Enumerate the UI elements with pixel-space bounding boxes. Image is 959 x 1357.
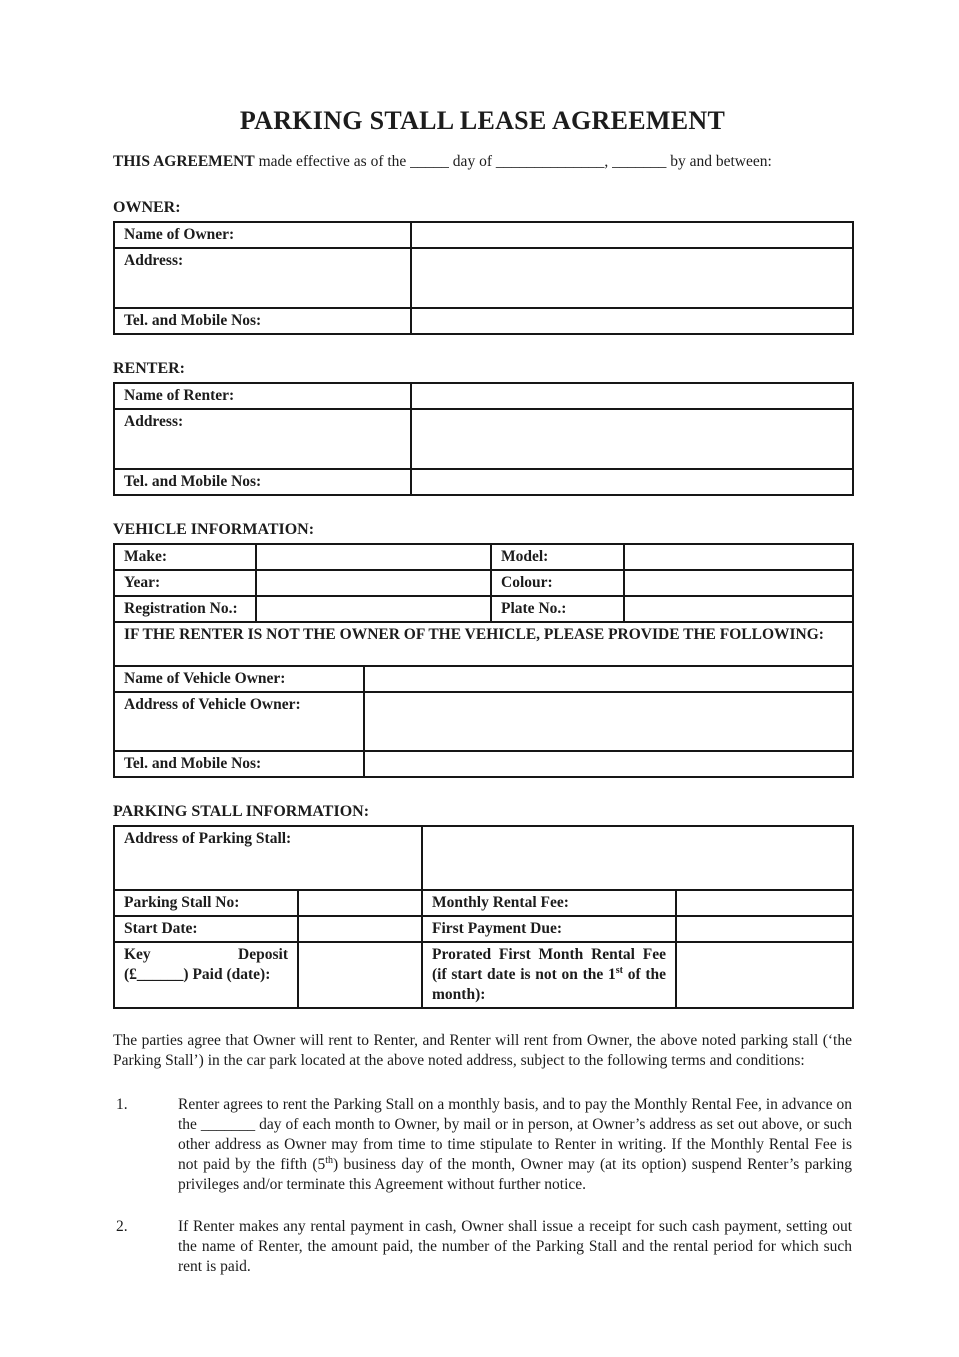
key-deposit-line2: (£______) Paid (date): (124, 966, 271, 983)
parking-monthly-fee-value-cell (676, 890, 853, 916)
vehicle-make-value-cell (256, 544, 491, 570)
renter-table (113, 382, 854, 496)
vehicle-owner-address-value-cell (364, 692, 853, 751)
vehicle-owner-name-value-cell (364, 666, 853, 692)
document-content (113, 0, 852, 1277)
owner-section-heading: OWNER: (113, 199, 181, 216)
parking-start-date-value-cell (298, 916, 422, 942)
key-deposit-word1: Key (124, 946, 151, 963)
prorated-text-pre: Prorated First Month Rental Fee (if start date is not on the 1 (432, 946, 666, 983)
vehicle-owner-address-label: Address of Vehicle Owner: (114, 692, 364, 751)
vehicle-registration-label: Registration No.: (114, 596, 256, 622)
renter-name-value-cell (411, 383, 853, 409)
clause-text (178, 1095, 852, 1195)
clause-text-post: ) business day of the month, Owner may (at its option) suspend Renter’s parking privileges and/or terminate this Agreement without further notice. (178, 1156, 852, 1193)
key-deposit-word2: Deposit (238, 946, 288, 963)
owner-address-value-cell (411, 248, 853, 308)
intro-line (113, 152, 852, 172)
key-deposit-line1 (124, 945, 288, 965)
table-row (114, 409, 853, 469)
clause-item-1 (113, 1095, 852, 1195)
table-row (114, 222, 853, 248)
intro-rest: made effective as of the _____ day of ______________, _______ by and between: (254, 153, 772, 170)
table-row (114, 622, 853, 666)
clause-text (178, 1217, 852, 1277)
table-row (114, 308, 853, 334)
vehicle-make-label: Make: (114, 544, 256, 570)
table-row (114, 890, 853, 916)
table-row (114, 383, 853, 409)
vehicle-owner-name-label: Name of Vehicle Owner: (114, 666, 364, 692)
clause-superscript: th (325, 1154, 334, 1166)
vehicle-owner-tel-label: Tel. and Mobile Nos: (114, 751, 364, 777)
vehicle-section-heading: VEHICLE INFORMATION: (113, 521, 315, 538)
renter-name-label: Name of Renter: (114, 383, 411, 409)
parking-key-deposit-value-cell (298, 942, 422, 1008)
vehicle-year-label: Year: (114, 570, 256, 596)
clause-number: 2. (116, 1218, 128, 1235)
parking-section-heading: PARKING STALL INFORMATION: (113, 803, 370, 820)
parking-start-date-label: Start Date: (114, 916, 298, 942)
clause-text-pre: Renter agrees to rent the Parking Stall on a monthly basis, and to pay the Monthly Rental Fee, in advance on the _______ day of each month to Owner, by mail or in person, at Owner’s address as set out above, or such other address as Owner may from time to time stipulate to Renter in writing. If the Monthly Rental Fee is not paid by the fifth (5 (178, 1096, 852, 1173)
vehicle-plate-value-cell (624, 596, 853, 622)
vehicle-registration-value-cell (256, 596, 491, 622)
parking-stall-no-label: Parking Stall No: (114, 890, 298, 916)
vehicle-plate-label: Plate No.: (491, 596, 624, 622)
clause-text-pre: If Renter makes any rental payment in cash, Owner shall issue a receipt for such cash payment, setting out the name of Renter, the amount paid, the number of the Parking Stall and the rental period for which such rent is paid. (178, 1218, 852, 1275)
renter-address-value-cell (411, 409, 853, 469)
table-row (114, 666, 853, 692)
parking-prorated-label (422, 942, 676, 1008)
vehicle-colour-value-cell (624, 570, 853, 596)
table-row (114, 826, 853, 890)
table-row (114, 916, 853, 942)
renter-tel-label: Tel. and Mobile Nos: (114, 469, 411, 495)
table-row (114, 942, 853, 1008)
table-row (114, 544, 853, 570)
vehicle-model-value-cell (624, 544, 853, 570)
renter-tel-value-cell (411, 469, 853, 495)
owner-table (113, 221, 854, 335)
parking-first-payment-value-cell (676, 916, 853, 942)
table-row (114, 570, 853, 596)
renter-address-label: Address: (114, 409, 411, 469)
vehicle-notice: IF THE RENTER IS NOT THE OWNER OF THE VEHICLE, PLEASE PROVIDE THE FOLLOWING: (114, 622, 853, 666)
table-row (114, 469, 853, 495)
owner-name-value-cell (411, 222, 853, 248)
prorated-superscript: st (615, 964, 623, 976)
table-row (114, 248, 853, 308)
vehicle-model-label: Model: (491, 544, 624, 570)
clause-number: 1. (116, 1096, 128, 1113)
table-row (114, 596, 853, 622)
vehicle-colour-label: Colour: (491, 570, 624, 596)
parking-monthly-fee-label: Monthly Rental Fee: (422, 890, 676, 916)
parking-address-value-cell (422, 826, 853, 890)
prorated-text-post: of the month): (432, 966, 666, 1003)
vehicle-year-value-cell (256, 570, 491, 596)
page-title: PARKING STALL LEASE AGREEMENT (239, 106, 726, 135)
table-row (114, 751, 853, 777)
renter-section-heading: RENTER: (113, 360, 186, 377)
parking-stall-no-value-cell (298, 890, 422, 916)
parking-prorated-value-cell (676, 942, 853, 1008)
parking-first-payment-label: First Payment Due: (422, 916, 676, 942)
clause-item-2 (113, 1217, 852, 1277)
vehicle-owner-tel-value-cell (364, 751, 853, 777)
owner-name-label: Name of Owner: (114, 222, 411, 248)
vehicle-table (113, 543, 854, 778)
owner-address-label: Address: (114, 248, 411, 308)
parking-address-label: Address of Parking Stall: (114, 826, 422, 890)
intro-bold: THIS AGREEMENT (113, 153, 255, 170)
parking-key-deposit-label (114, 942, 298, 1008)
owner-tel-label: Tel. and Mobile Nos: (114, 308, 411, 334)
agreement-paragraph: The parties agree that Owner will rent to Renter, and Renter will rent from Owner, the above noted parking stall (‘the Parking Stall’) in the car park located at the above noted address, subject to the following terms and conditions: (113, 1032, 852, 1069)
table-row (114, 692, 853, 751)
parking-table (113, 825, 854, 1009)
owner-tel-value-cell (411, 308, 853, 334)
